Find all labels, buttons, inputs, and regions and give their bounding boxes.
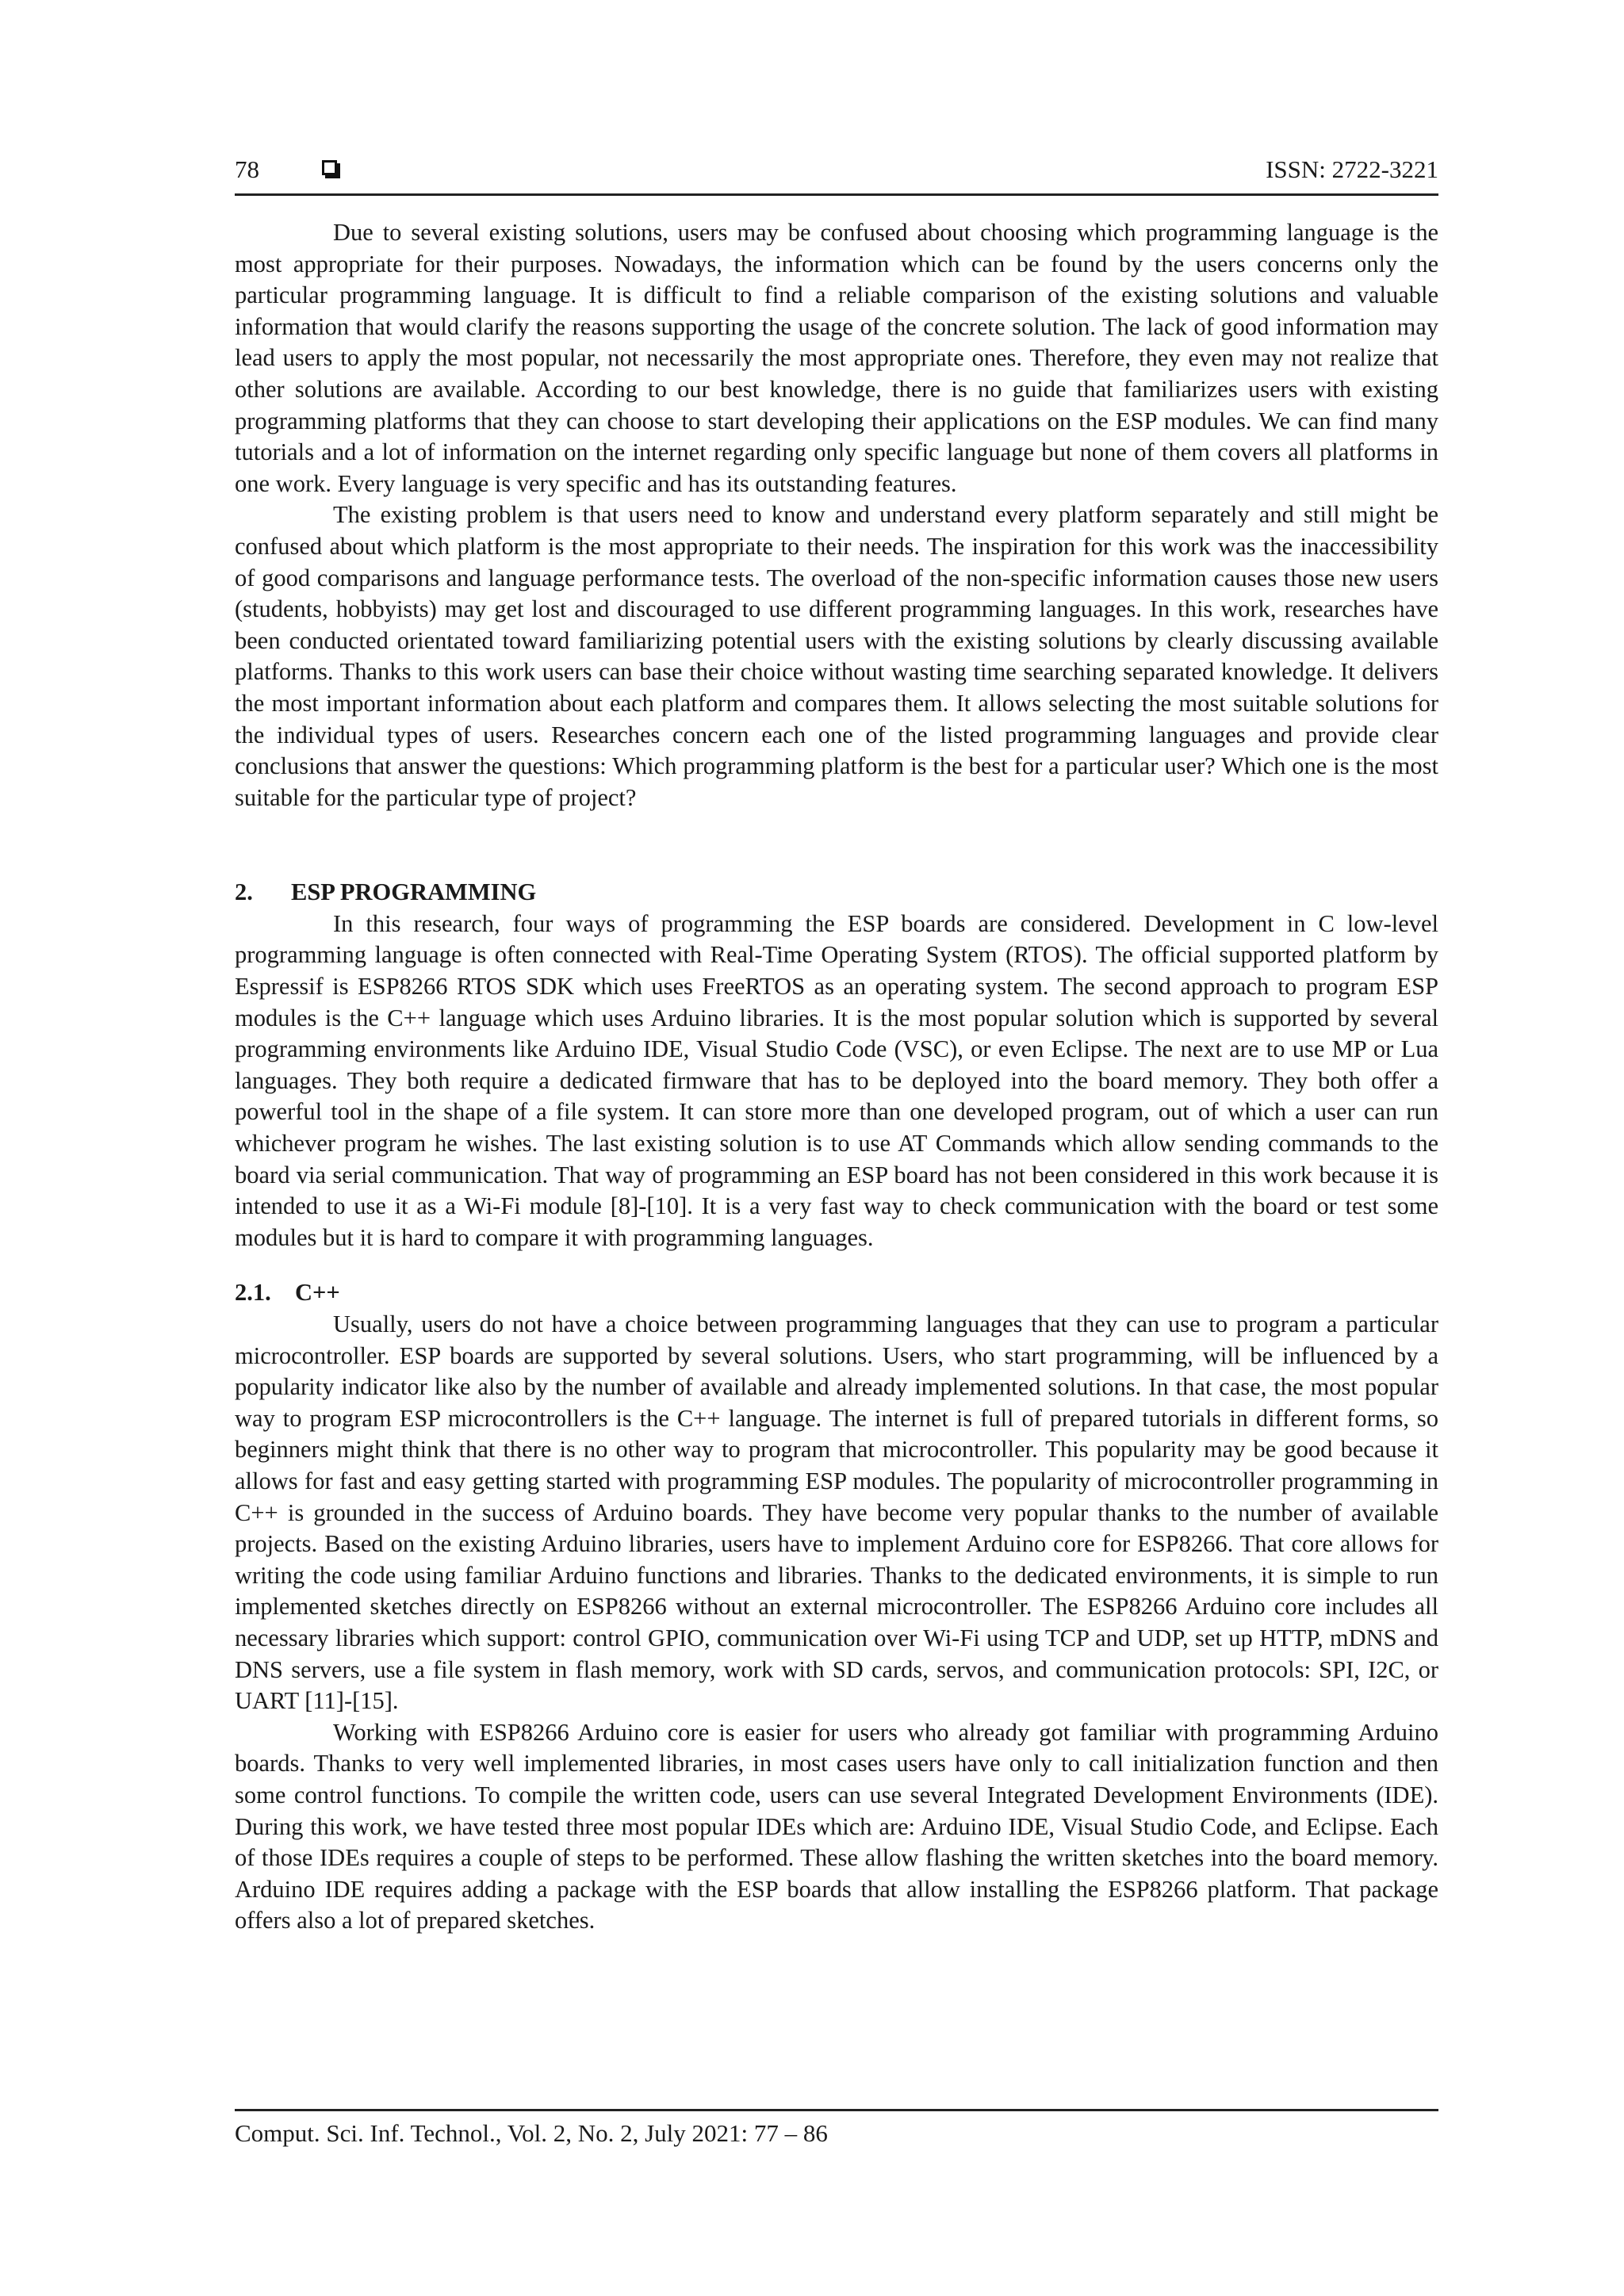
page-footer [235, 2109, 1438, 2149]
section-title: ESP PROGRAMMING [291, 878, 537, 906]
article-body [235, 217, 1438, 1937]
section-heading-esp-programming [235, 877, 1438, 909]
intro-paragraph-2: The existing problem is that users need to know and understand every platform separately and still might be confused about which platform is the most appropriate to their needs. The inspiration for this work was the inaccessibility of good comparisons and language performance tests. The overload of the non-specific information causes those new users (students, hobbyists) may get lost and discouraged to use different programming languages. In this work, researches have been conducted orientated toward familiarizing potential users with the existing solutions by clearly discussing available platforms. Thanks to this work users can base their choice without wasting time searching separated knowledge. It delivers the most important information about each platform and compares them. It allows selecting the most suitable solutions for the individual types of users. Researches concern each one of the listed programming languages and provide clear conclusions that answer the questions: Which programming platform is the best for a particular user? Which one is the most suitable for the particular type of project? [235, 501, 1438, 811]
intro-paragraph-1: Due to several existing solutions, users may be confused about choosing which programming language is the most appropriate for their purposes. Nowadays, the information which can be found by the users concerns only the particular programming language. It is difficult to find a reliable comparison of the existing solutions and valuable information that would clarify the reasons supporting the usage of the concrete solution. The lack of good information may lead users to apply the most popular, not necessarily the most appropriate ones. Therefore, they even may not realize that other solutions are available. According to our best knowledge, there is no guide that familiarizes users with existing programming platforms that they can choose to start developing their applications on the ESP modules. We can find many tutorials and a lot of information on the internet regarding only specific language but none of them covers all platforms in one work. Every language is very specific and has its outstanding features. [235, 219, 1438, 497]
checkbox-square-icon [322, 160, 337, 175]
section2-paragraph-1: In this research, four ways of programming the ESP boards are considered. Development in C low-level programming language is often connected with Real-Time Operating System (RTOS). The official supported platform by Espressif is ESP8266 RTOS SDK which uses FreeRTOS as an operating system. The second approach to program ESP modules is the C++ language which uses Arduino libraries. It is the most popular solution which is supported by several programming environments like Arduino IDE, Visual Studio Code (VSC), or even Eclipse. The next are to use MP or Lua languages. They both require a dedicated firmware that has to be deployed into the board memory. They both offer a powerful tool in the shape of a file system. It can store more than one developed program, out of which a user can run whichever program he wishes. The last existing solution is to use AT Commands which allow sending commands to the board via serial communication. That way of programming an ESP board has not been considered in this work because it is intended to use it as a Wi-Fi module [8]-[10]. It is a very fast way to check communication with the board or test some modules but it is hard to compare it with programming languages. [235, 909, 1438, 1251]
page-number: 78 [235, 155, 259, 183]
subsection-title: C++ [295, 1279, 340, 1307]
section-number: 2. [235, 878, 253, 906]
issn-label: ISSN: 2722-3221 [1266, 155, 1438, 183]
section2-1-paragraph-2: Working with ESP8266 Arduino core is easier for users who already got familiar with programming Arduino boards. Thanks to very well implemented libraries, in most cases users have only to call initialization function and then some control functions. To compile the written code, users can use several Integrated Development Environments (IDE). During this work, we have tested three most popular IDEs which are: Arduino IDE, Visual Studio Code, and Eclipse. Each of those IDEs requires a couple of steps to be performed. These allow flashing the written sketches into the board memory. Arduino IDE requires adding a package with the ESP boards that allow installing the ESP8266 platform. That package offers also a lot of prepared sketches. [235, 1718, 1438, 1934]
page-header [235, 154, 1438, 196]
subsection-heading-cpp [235, 1277, 1438, 1309]
subsection-number: 2.1. [235, 1279, 271, 1307]
section2-1-paragraph-1: Usually, users do not have a choice between programming languages that they can use to program a particular microcontroller. ESP boards are supported by several solutions. Users, who start programming, will be influenced by a popularity indicator like also by the number of available and already implemented solutions. In that case, the most popular way to program ESP microcontrollers is the C++ language. The internet is full of prepared tutorials in different forms, so beginners might think that there is no other way to program that microcontroller. This popularity may be good because it allows for fast and easy getting started with programming ESP modules. The popularity of microcontroller programming in C++ is grounded in the success of Arduino boards. They have become very popular thanks to the number of available projects. Based on the existing Arduino libraries, users have to implement Arduino core for ESP8266. That core allows for writing the code using familiar Arduino functions and libraries. Thanks to the dedicated environments, it is simple to run implemented sketches directly on ESP8266 without an external microcontroller. The ESP8266 Arduino core includes all necessary libraries which support: control GPIO, communication over Wi-Fi using TCP and UDP, set up HTTP, mDNS and DNS servers, use a file system in flash memory, work with SD cards, servos, and communication protocols: SPI, I2C, or UART [11]-[15]. [235, 1311, 1438, 1715]
journal-citation: Comput. Sci. Inf. Technol., Vol. 2, No. 2, July 2021: 77 – 86 [235, 2119, 828, 2147]
